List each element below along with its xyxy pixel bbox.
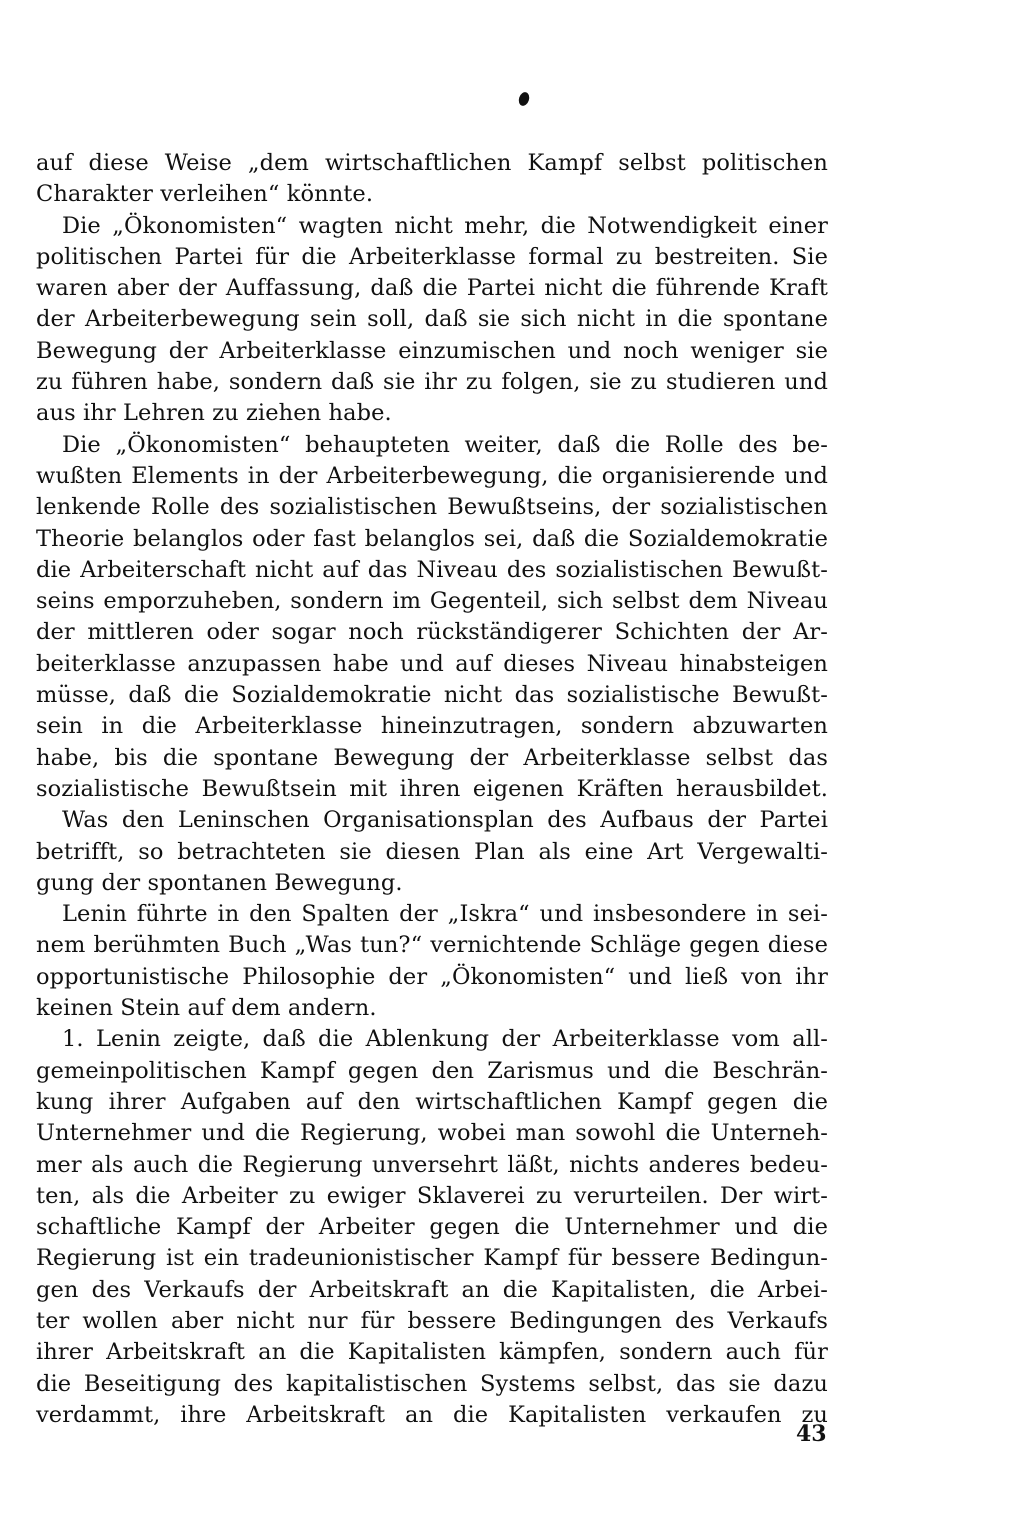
text-line: kung ihrer Aufgaben auf den wirtschaftlichen Kampf gegen die <box>36 1088 828 1115</box>
paragraph <box>36 899 828 1024</box>
text-line: ihrer Arbeitskraft an die Kapitalisten kämpfen, sondern auch für <box>36 1339 828 1366</box>
text-line: sein in die Arbeiterklasse hineinzutragen, sondern abzuwarten <box>36 713 828 740</box>
text-line: Unternehmer und die Regierung, wobei man sowohl die Unterneh- <box>36 1120 828 1147</box>
text-line: seins emporzuheben, sondern im Gegenteil, sich selbst dem Niveau <box>36 588 828 615</box>
text-line: sozialistische Bewußtsein mit ihren eigenen Kräften herausbildet. <box>36 775 828 802</box>
text-line: ten, als die Arbeiter zu ewiger Sklaverei zu verurteilen. Der wirt- <box>36 1182 828 1209</box>
paragraph <box>36 148 828 211</box>
text-line: der Arbeiterbewegung sein soll, daß sie sich nicht in die spontane <box>36 306 828 333</box>
text-line: Die „Ökonomisten“ wagten nicht mehr, die Notwendigkeit einer <box>62 212 828 239</box>
text-line: aus ihr Lehren zu ziehen habe. <box>36 400 392 427</box>
text-line: Theorie belanglos oder fast belanglos sei, daß die Sozialdemokratie <box>36 525 828 552</box>
text-line: zu führen habe, sondern daß sie ihr zu folgen, sie zu studieren und <box>36 369 828 396</box>
text-line: gemeinpolitischen Kampf gegen den Zarismus und die Beschrän- <box>36 1057 828 1084</box>
text-line: Lenin führte in den Spalten der „Iskra“ und insbesondere in sei- <box>62 901 828 928</box>
paragraph <box>36 430 828 806</box>
text-line: nem berühmten Buch „Was tun?“ vernichtende Schläge gegen diese <box>36 932 828 959</box>
text-line: Bewegung der Arbeiterklasse einzumischen und noch weniger sie <box>36 337 828 364</box>
text-line: habe, bis die spontane Bewegung der Arbeiterklasse selbst das <box>36 744 828 771</box>
text-line: mer als auch die Regierung unversehrt läßt, nichts anderes bedeu- <box>36 1151 828 1178</box>
text-line: ter wollen aber nicht nur für bessere Bedingungen des Verkaufs <box>36 1307 828 1334</box>
ink-dot-mark <box>517 91 531 107</box>
paragraph <box>36 1024 828 1431</box>
text-line: betrifft, so betrachteten sie diesen Plan als eine Art Vergewalti- <box>36 838 828 865</box>
text-line: keinen Stein auf dem andern. <box>36 995 377 1022</box>
text-line: die Arbeiterschaft nicht auf das Niveau des sozialistischen Bewußt- <box>36 556 828 583</box>
paragraph <box>36 805 828 899</box>
text-line: gung der spontanen Bewegung. <box>36 869 403 896</box>
text-line: auf diese Weise „dem wirtschaftlichen Kampf selbst politischen <box>36 150 828 176</box>
text-line: müsse, daß die Sozialdemokratie nicht das sozialistische Bewußt- <box>36 682 828 709</box>
text-line: Charakter verleihen“ könnte. <box>36 181 374 208</box>
text-line: waren aber der Auffassung, daß die Partei nicht die führende Kraft <box>36 275 828 302</box>
text-line: opportunistische Philosophie der „Ökonomisten“ und ließ von ihr <box>36 963 828 990</box>
text-line: lenkende Rolle des sozialistischen Bewußtseins, der sozialistischen <box>36 494 828 521</box>
text-line: Was den Leninschen Organisationsplan des Aufbaus der Partei <box>62 807 828 834</box>
text-line: Regierung ist ein tradeunionistischer Kampf für bessere Bedingun- <box>36 1245 828 1272</box>
text-line: schaftliche Kampf der Arbeiter gegen die Unternehmer und die <box>36 1214 828 1241</box>
text-line: 1. Lenin zeigte, daß die Ablenkung der Arbeiterklasse vom all- <box>62 1026 828 1053</box>
text-line: die Beseitigung des kapitalistischen Systems selbst, das sie dazu <box>36 1370 828 1397</box>
text-line: der mittleren oder sogar noch rückständigerer Schichten der Ar- <box>36 619 828 646</box>
text-line: Die „Ökonomisten“ behaupteten weiter, daß die Rolle des be- <box>62 431 828 458</box>
text-line: politischen Partei für die Arbeiterklasse formal zu bestreiten. Sie <box>36 243 828 270</box>
text-line: verdammt, ihre Arbeitskraft an die Kapitalisten verkaufen zu <box>36 1401 828 1428</box>
page-number: 43 <box>796 1421 827 1447</box>
text-column <box>36 148 828 1431</box>
text-line: gen des Verkaufs der Arbeitskraft an die Kapitalisten, die Arbei- <box>36 1276 828 1303</box>
paragraph <box>36 211 828 430</box>
text-line: wußten Elements in der Arbeiterbewegung, die organisierende und <box>36 462 828 489</box>
text-line: beiterklasse anzupassen habe und auf dieses Niveau hinabsteigen <box>36 650 828 677</box>
